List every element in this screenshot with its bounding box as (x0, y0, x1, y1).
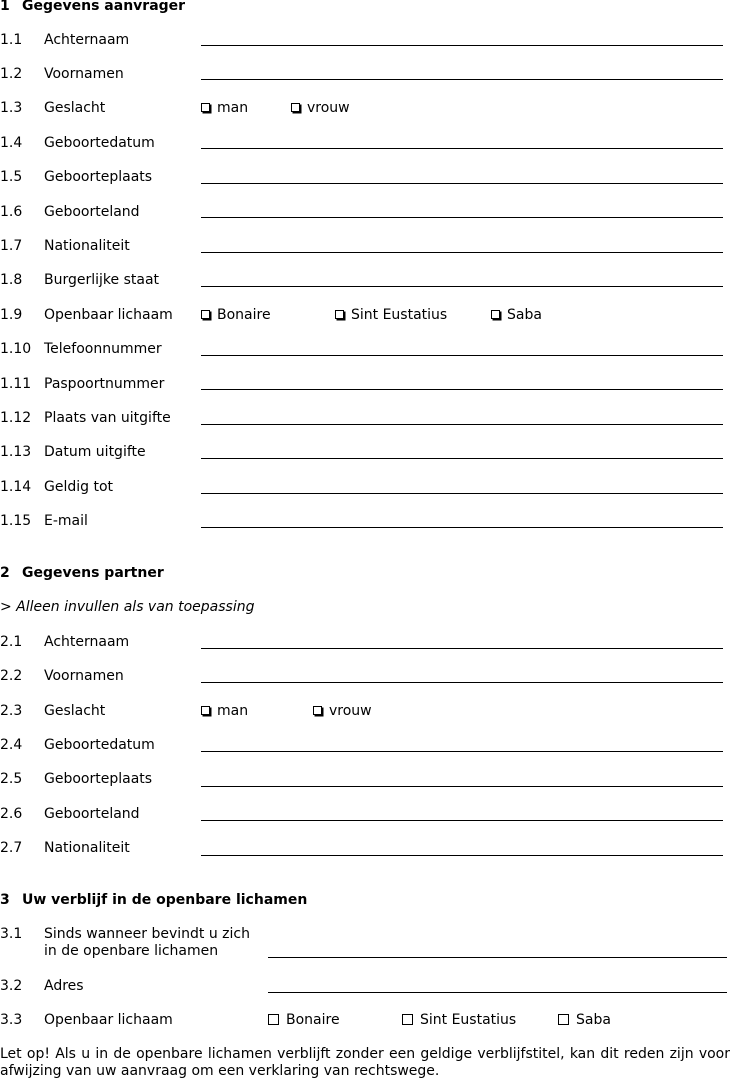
field-sinds-wanneer[interactable] (268, 957, 727, 958)
field-plaats-van-uitgifte[interactable] (201, 424, 723, 425)
section-2-note: > Alleen invullen als van toepassing (0, 599, 255, 615)
row-label-geldig-tot: Geldig tot (44, 479, 114, 495)
row-label-achternaam: Achternaam (44, 32, 130, 48)
row-number: 2.4 (0, 737, 23, 753)
field-partner-geboorteplaats[interactable] (201, 786, 723, 787)
row-number: 1.7 (0, 238, 23, 254)
row-label-paspoortnummer: Paspoortnummer (44, 376, 165, 392)
row-label-burgerlijke-staat: Burgerlijke staat (44, 272, 160, 288)
row-label-voornamen: Voornamen (44, 66, 124, 82)
row-number: 1.1 (0, 32, 23, 48)
row-label-nationaliteit: Nationaliteit (44, 840, 130, 856)
row-number: 1.11 (0, 376, 32, 392)
checkbox-icon[interactable] (558, 1014, 569, 1025)
row-label-openbaar-lichaam: Openbaar lichaam (44, 307, 173, 323)
checkbox-icon[interactable] (201, 706, 210, 715)
row-number: 1.14 (0, 479, 32, 495)
row-label-adres: Adres (44, 978, 84, 994)
section-2-heading: 2 Gegevens partner (0, 565, 164, 581)
option-bonaire[interactable]: Bonaire (201, 307, 271, 323)
row-label-geboorteplaats: Geboorteplaats (44, 771, 153, 787)
option-bonaire[interactable]: Bonaire (268, 1012, 340, 1028)
field-nationaliteit[interactable] (201, 252, 723, 253)
checkbox-icon[interactable] (291, 103, 300, 112)
row-number: 1.6 (0, 204, 23, 220)
row-number: 1.12 (0, 410, 32, 426)
row-number: 2.5 (0, 771, 23, 787)
field-paspoortnummer[interactable] (201, 389, 723, 390)
row-number: 1.8 (0, 272, 23, 288)
row-label-geboortedatum: Geboortedatum (44, 737, 155, 753)
row-number: 2.6 (0, 806, 23, 822)
field-geboorteland[interactable] (201, 217, 723, 218)
option-sint-eustatius[interactable]: Sint Eustatius (335, 307, 447, 323)
row-number: 1.3 (0, 100, 23, 116)
row-label-openbaar-lichaam: Openbaar lichaam (44, 1012, 173, 1028)
row-number: 3.2 (0, 978, 23, 994)
field-voornamen[interactable] (201, 79, 723, 80)
row-number: 1.13 (0, 444, 32, 460)
row-label-achternaam: Achternaam (44, 634, 130, 650)
checkbox-icon[interactable] (201, 103, 210, 112)
option-saba[interactable]: Saba (491, 307, 542, 323)
row-number: 2.2 (0, 668, 23, 684)
row-number: 2.1 (0, 634, 23, 650)
field-partner-nationaliteit[interactable] (201, 855, 723, 856)
row-number: 1.2 (0, 66, 23, 82)
checkbox-icon[interactable] (201, 310, 210, 319)
field-telefoonnummer[interactable] (201, 355, 723, 356)
row-label-geboortedatum: Geboortedatum (44, 135, 155, 151)
field-partner-voornamen[interactable] (201, 682, 723, 683)
field-burgerlijke-staat[interactable] (201, 286, 723, 287)
field-datum-uitgifte[interactable] (201, 458, 723, 459)
row-label-nationaliteit: Nationaliteit (44, 238, 130, 254)
row-label-geboorteplaats: Geboorteplaats (44, 169, 153, 185)
checkbox-icon[interactable] (491, 310, 500, 319)
option-vrouw[interactable]: vrouw (291, 100, 350, 116)
row-number: 2.7 (0, 840, 23, 856)
row-label-telefoonnummer: Telefoonnummer (44, 341, 162, 357)
field-adres[interactable] (268, 992, 727, 993)
row-number: 1.5 (0, 169, 23, 185)
row-label-geslacht: Geslacht (44, 703, 106, 719)
checkbox-icon[interactable] (313, 706, 322, 715)
field-e-mail[interactable] (201, 527, 723, 528)
row-label-sinds-wanneer: Sinds wanneer bevindt u zich in de openbare lichamen (44, 926, 250, 959)
field-achternaam[interactable] (201, 45, 723, 46)
checkbox-icon[interactable] (402, 1014, 413, 1025)
field-partner-geboorteland[interactable] (201, 820, 723, 821)
field-geldig-tot[interactable] (201, 493, 723, 494)
checkbox-icon[interactable] (335, 310, 344, 319)
row-number: 2.3 (0, 703, 23, 719)
row-label-e-mail: E-mail (44, 513, 88, 529)
option-saba[interactable]: Saba (558, 1012, 611, 1028)
option-man[interactable]: man (201, 703, 248, 719)
field-geboortedatum[interactable] (201, 148, 723, 149)
footer-warning: Let op! Als u in de openbare lichamen verblijft zonder een geldige verblijfstitel, kan dit reden zijn voor afwijzing van uw aanvraag om een verklaring van rechtswege. (0, 1046, 730, 1079)
row-number: 1.9 (0, 307, 23, 323)
row-label-plaats-van-uitgifte: Plaats van uitgifte (44, 410, 171, 426)
option-man[interactable]: man (201, 100, 248, 116)
option-sint-eustatius[interactable]: Sint Eustatius (402, 1012, 516, 1028)
row-label-geboorteland: Geboorteland (44, 806, 140, 822)
row-number: 3.3 (0, 1012, 23, 1028)
row-number: 1.10 (0, 341, 32, 357)
field-partner-geboortedatum[interactable] (201, 751, 723, 752)
row-number: 1.15 (0, 513, 32, 529)
row-number: 1.4 (0, 135, 23, 151)
row-label-geboorteland: Geboorteland (44, 204, 140, 220)
section-1-heading: 1 Gegevens aanvrager (0, 0, 186, 14)
row-label-datum-uitgifte: Datum uitgifte (44, 444, 146, 460)
row-number: 3.1 (0, 926, 23, 942)
row-label-geslacht: Geslacht (44, 100, 106, 116)
option-vrouw[interactable]: vrouw (313, 703, 372, 719)
checkbox-icon[interactable] (268, 1014, 279, 1025)
section-3-heading: 3 Uw verblijf in de openbare lichamen (0, 892, 308, 908)
row-label-voornamen: Voornamen (44, 668, 124, 684)
field-partner-achternaam[interactable] (201, 648, 723, 649)
field-geboorteplaats[interactable] (201, 183, 723, 184)
